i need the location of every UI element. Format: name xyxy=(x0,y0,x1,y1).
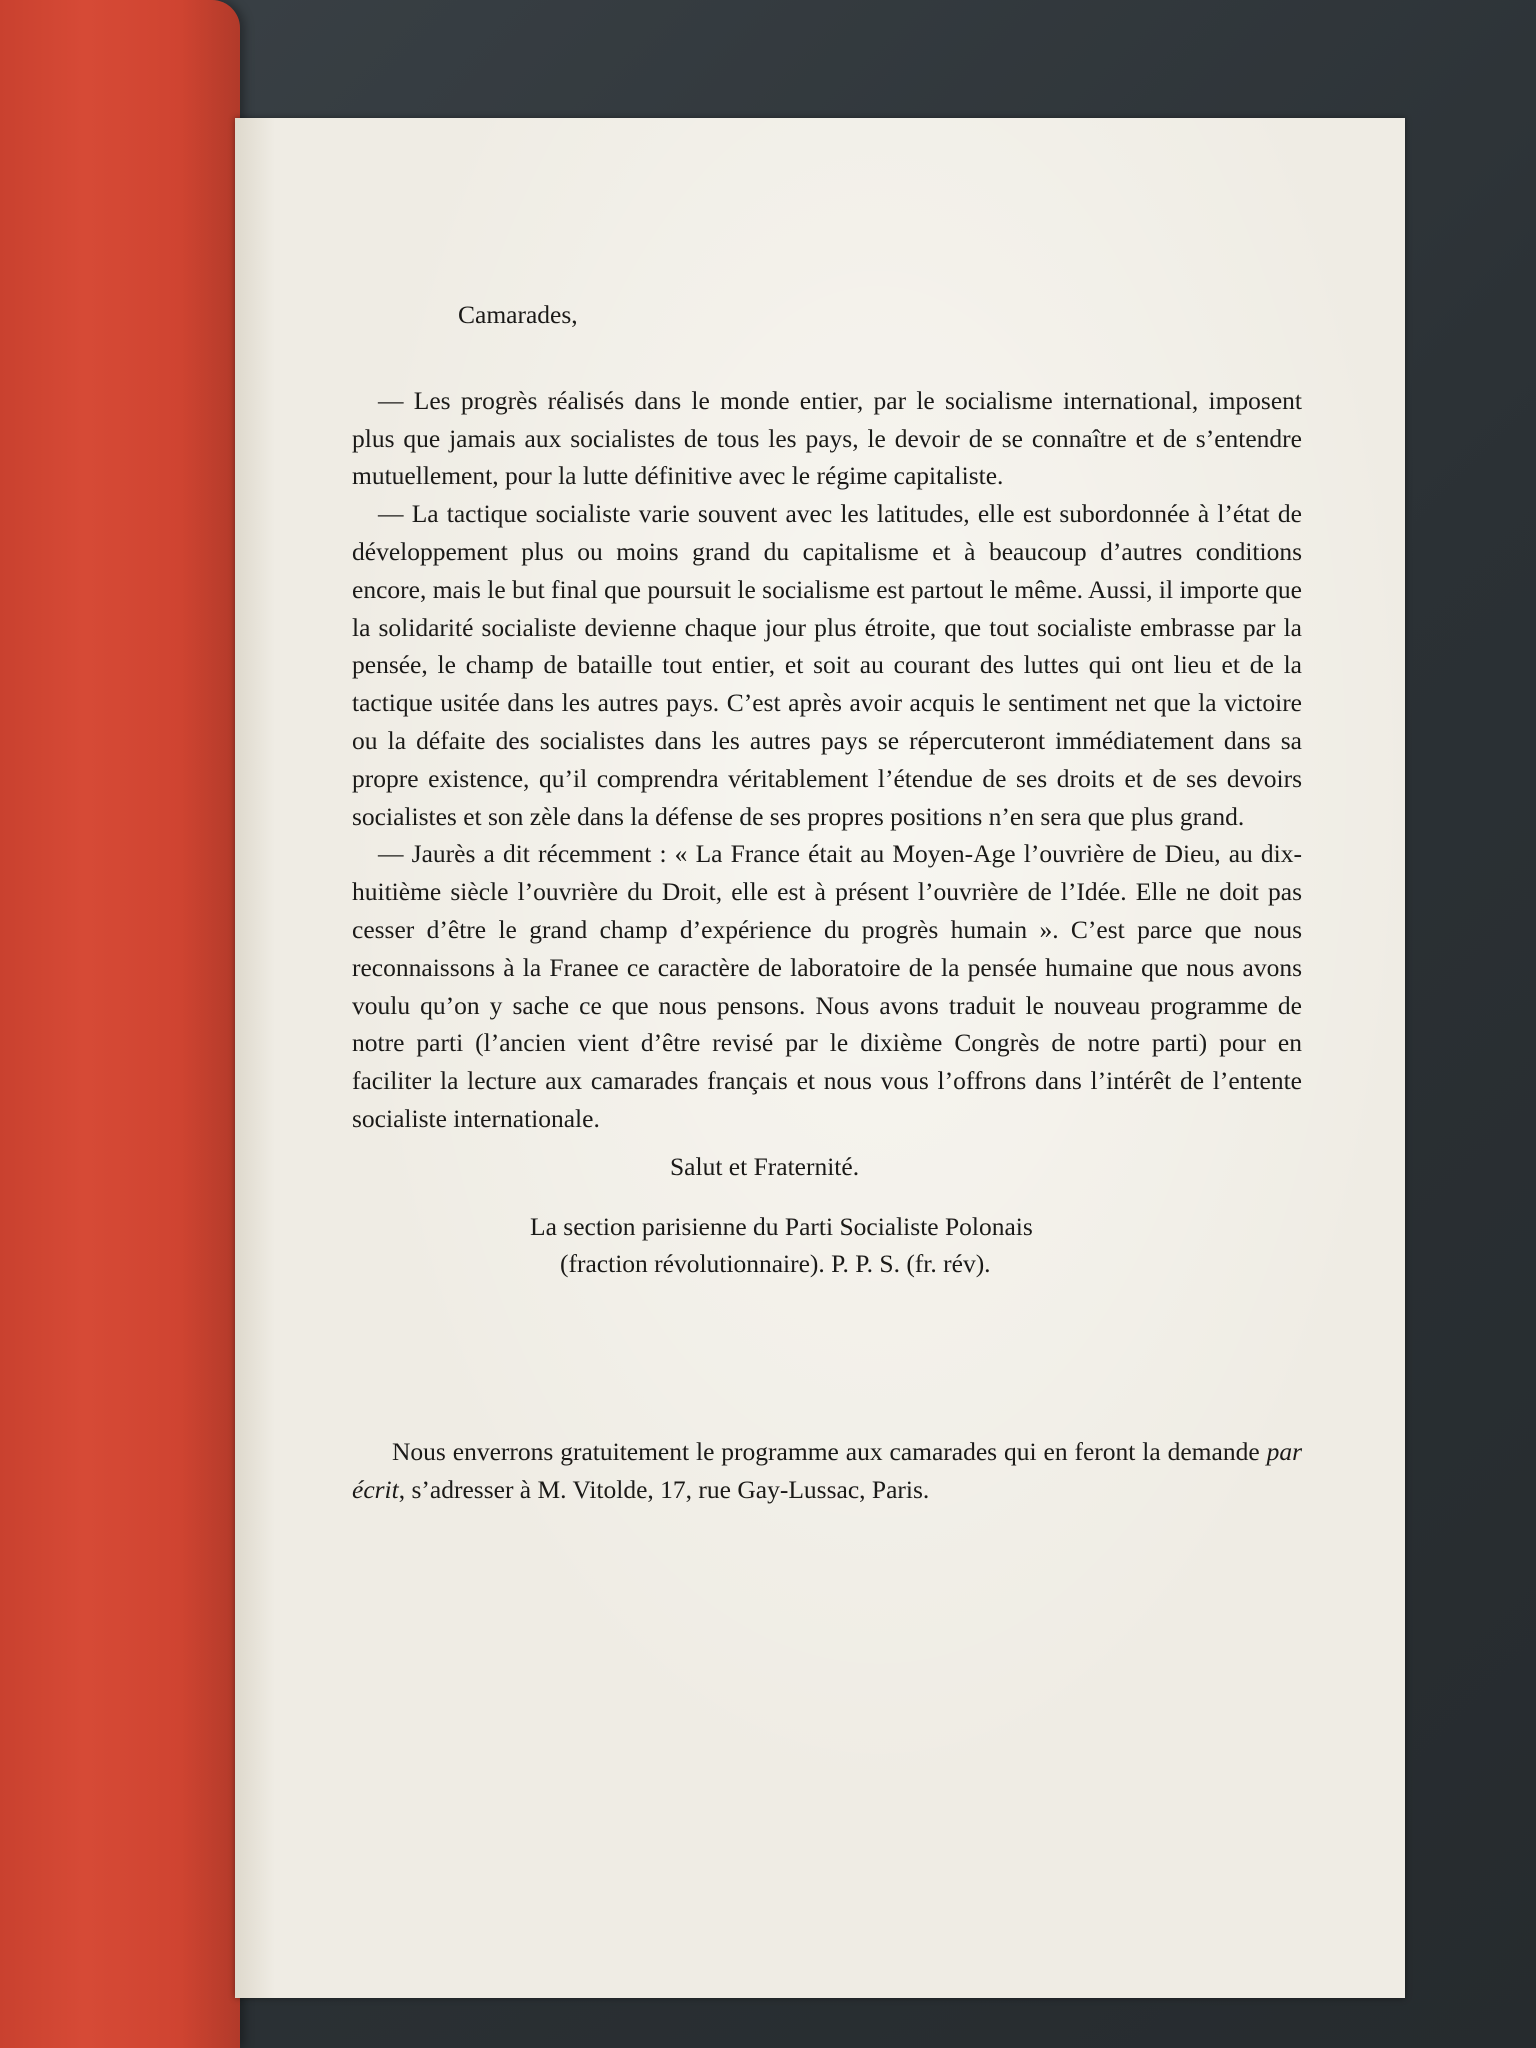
closing-salutation: Salut et Fraternité. xyxy=(670,1151,860,1181)
salutation: Camarades, xyxy=(458,300,578,329)
signature-line-2: (fraction révolutionnaire). P. P. S. (fr. rév). xyxy=(560,1249,991,1279)
notice-text-before: Nous enverrons gratuitement le programme aux camarades qui en feront la demande xyxy=(392,1437,1267,1467)
paragraph-tactics: — La tactique socialiste varie souvent avec les latitudes, elle est subordonnée à l’état de développement plus ou moins grand du capitalisme et à beaucoup d’autres conditions encore, mais le but final que poursuit le socialisme est partout le même. Aussi, il importe que la solidarité socialiste devienne chaque jour plus étroite, que tout socialiste embrasse par la pensée, le champ de bataille tout entier, et soit au courant des luttes qui ont lieu et de la tactique usitée dans les autres pays. C’est après avoir acquis le sentiment net que la victoire ou la défaite des socialistes dans les autres pays se répercuteront immédiatement dans sa propre existence, qu’il comprendra véritablement l’étendue de ses droits et de ses devoirs socialistes et son zèle dans la défense de ses propres positions n’en sera que plus grand. xyxy=(352,499,1302,831)
page-text xyxy=(352,296,1302,1509)
red-booklet-cover xyxy=(0,0,240,2048)
paragraph-jaures: — Jaurès a dit récemment : « La France était au Moyen-Age l’ouvrière de Dieu, au dix-huitième siècle l’ouvrière du Droit, elle est à présent l’ouvrière de l’Idée. Elle ne doit pas cesser d’être le grand champ d’expérience du progrès humain ». C’est parce que nous reconnaissons à la Franee ce caractère de laboratoire de la pensée humaine que nous avons voulu qu’on y sache ce que nous pensons. Nous avons traduit le nouveau programme de notre parti (l’ancien vient d’être revisé par le dixième Congrès de notre parti) pour en faciliter la lecture aux camarades français et nous vous l’offrons dans l’intérêt de l’entente socialiste internationale. xyxy=(352,839,1302,1133)
booklet-page xyxy=(235,118,1405,1998)
notice-text-after: , s’adresser à M. Vitolde, 17, rue Gay-Lussac, Paris. xyxy=(398,1474,930,1504)
notice-text-italic: par écrit xyxy=(352,1437,1302,1504)
signature-line-1: La section parisienne du Parti Socialiste Polonais xyxy=(530,1211,1033,1241)
paragraph-progress: — Les progrès réalisés dans le monde entier, par le socialisme international, imposent plus que jamais aux socialistes de tous les pays, le devoir de se connaître et de s’entendre mutuellement, pour la lutte définitive avec le régime capitaliste. xyxy=(352,385,1302,491)
signature xyxy=(352,1208,1302,1284)
notice-paragraph xyxy=(352,1433,1302,1509)
